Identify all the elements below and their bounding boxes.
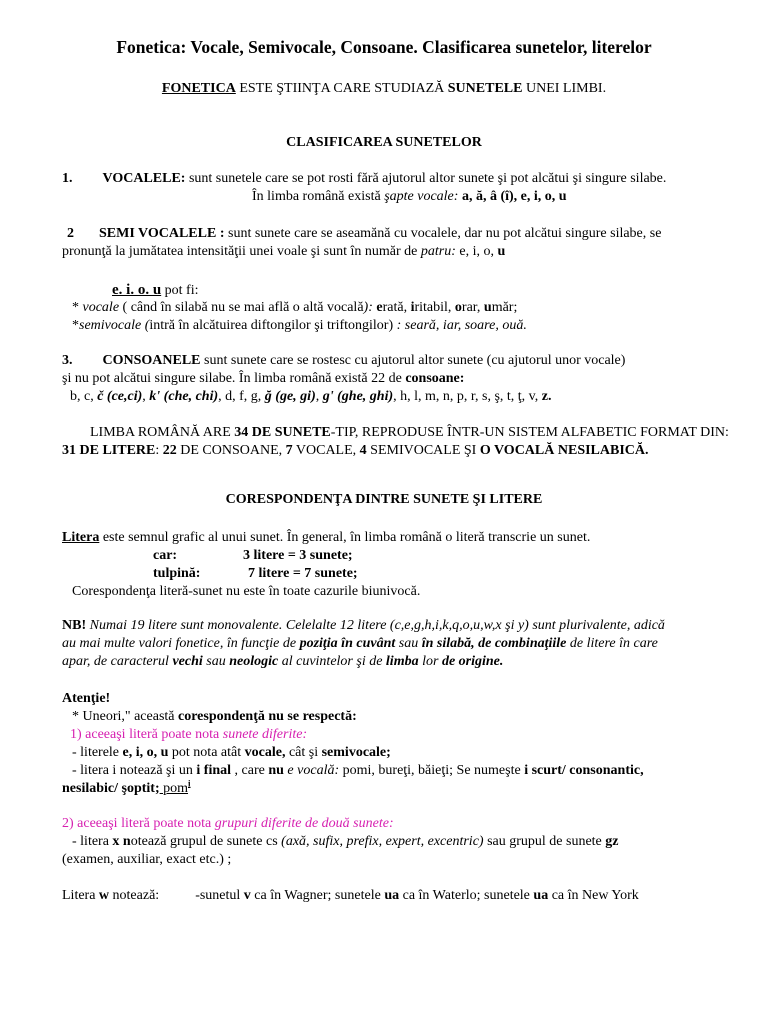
nb-label: NB! (62, 618, 87, 633)
section-number: 1. (62, 171, 73, 186)
text: LIMBA ROMÂNĂ ARE (90, 425, 235, 440)
text-bold: nu (268, 763, 284, 778)
text-bold-italic: poziţia în cuvânt (299, 636, 396, 651)
text: ( când în silabă nu se mai află o altă vocală (119, 300, 364, 315)
text: b, c, (70, 389, 98, 404)
dash-3 (72, 833, 619, 851)
text-bold-underline: Litera (62, 530, 100, 545)
semivocale-line-1 (67, 225, 661, 243)
text: notează: (109, 888, 160, 903)
text-bold: 34 DE SUNETE (234, 425, 331, 440)
text: e, i, o, (455, 244, 498, 259)
section-number: 3. (62, 353, 73, 368)
text-italic: al cuvintelor şi de (278, 654, 386, 669)
text-bold-italic: k' (che, chi) (149, 389, 219, 404)
dash-3-cont: (examen, auxiliar, exact etc.) ; (62, 852, 232, 867)
text: otează grupul de sunete cs (130, 834, 282, 849)
text-bold: z. (541, 389, 552, 404)
text-bold: ua (384, 888, 400, 903)
text-bold-italic: vechi (172, 654, 203, 669)
atentie-heading: Atenţie! (62, 691, 111, 706)
text: pronunţă la jumătatea intensităţii unei voale şi sunt în număr de (62, 244, 421, 259)
limba-line-2 (62, 442, 649, 460)
text: pot fi: (161, 283, 199, 298)
text-italic: sau (395, 636, 422, 651)
consoane-line-2 (62, 370, 464, 388)
text: sau grupul de sunete (483, 834, 606, 849)
text-bold: 7 (285, 443, 293, 458)
text: , d, f, g, (218, 389, 265, 404)
text-bold: u (497, 244, 506, 259)
heading-clasificare: CLASIFICAREA SUNETELOR (286, 135, 482, 150)
text-pink-italic: grupuri diferite de două sunete: (214, 816, 394, 831)
text-italic: vocale (82, 300, 120, 315)
text-bold-italic: ğ (ge, gi) (264, 389, 316, 404)
text-bold: u (483, 300, 492, 315)
text: intră în alcătuirea diftongilor şi triftongilor) (149, 318, 397, 333)
text-bold: gz (605, 834, 619, 849)
vocale-line-2 (252, 188, 567, 206)
text-italic: sau (202, 654, 230, 669)
text: , (142, 389, 150, 404)
text: -TIP, REPRODUSE ÎNTR-UN SISTEM ALFABETIC FORMAT DIN: (330, 425, 729, 440)
text-bold-italic: limba (385, 654, 419, 669)
text: : (155, 443, 163, 458)
text: -sunetul (195, 888, 244, 903)
text: * (72, 300, 83, 315)
text: - litera (72, 834, 113, 849)
text-bold: i (410, 300, 415, 315)
definition-line (0, 80, 768, 98)
point-1 (70, 726, 307, 744)
text-italic: : s (396, 318, 411, 333)
text-bold-italic: în silabă, de combinaţiile (421, 636, 567, 651)
eiou-vocale-line (72, 299, 517, 317)
text-italic: ar, s (446, 318, 471, 333)
semivocale-line-2 (62, 243, 505, 261)
text-bold: ua (533, 888, 549, 903)
text-bold-italic: de origine. (441, 654, 504, 669)
text: pomi, bureţi, băieţi; Se numeşte (339, 763, 525, 778)
text-italic: de litere în care (566, 636, 658, 651)
vocale-heading: VOCALELE: (102, 171, 186, 186)
dash-1 (72, 744, 391, 762)
text: măr; (491, 300, 518, 315)
text: , h, l, m, n, p, r, s, ş, t, ţ, v, (393, 389, 542, 404)
example-car: car: (153, 548, 178, 563)
vocale-line-1 (62, 170, 666, 188)
text: rar, (461, 300, 484, 315)
text-bold: e, i, o, u (122, 745, 169, 760)
text: rată, (382, 300, 411, 315)
def-text-end: UNEI LIMBI. (522, 81, 607, 96)
section-number: 2 (67, 226, 74, 241)
nb-line-1 (62, 617, 665, 635)
text: , care (231, 763, 269, 778)
text-italic: e (410, 318, 417, 333)
text-bold: i scurt/ consonantic, (524, 763, 644, 778)
limba-line-1 (90, 424, 729, 442)
def-term: FONETICA (161, 81, 236, 96)
text: Litera (62, 888, 99, 903)
text: ca în Waterlo; sunetele (399, 888, 534, 903)
text: cât şi (285, 745, 322, 760)
uneori-line (72, 708, 357, 726)
text-bold: o (454, 300, 462, 315)
text-italic: are, o (477, 318, 510, 333)
text-bold: 31 DE LITERE (62, 443, 156, 458)
consoane-line-1 (62, 352, 625, 370)
text-bold: consoane: (405, 371, 465, 386)
superscript: i (188, 778, 191, 789)
text-bold-italic: neologic (229, 654, 279, 669)
text: , (315, 389, 323, 404)
eiou-semivocale-line (72, 317, 527, 335)
def-text: ESTE ŞTIINŢA CARE STUDIAZĂ (235, 81, 448, 96)
nb-line-2 (62, 635, 658, 653)
eiou-line (112, 281, 199, 300)
text-italic: ă. (516, 318, 527, 333)
text-bold: O (479, 443, 491, 458)
text: - litera i notează şi un (72, 763, 197, 778)
text-italic: u (509, 318, 517, 333)
text-italic: şapte vocale: (384, 189, 459, 204)
text-bold: 4 (359, 443, 367, 458)
litera-w-line (62, 887, 639, 905)
text: SEMIVOCALE ŞI (366, 443, 480, 458)
text: DE CONSOANE, (176, 443, 286, 458)
text: * (72, 318, 79, 333)
consoane-heading: CONSOANELE (102, 353, 201, 368)
text-bold: v (243, 888, 251, 903)
text-bold: vocale, (244, 745, 286, 760)
text-bold: VOCALĂ NESILABICĂ. (490, 443, 649, 458)
text: VOCALE, (292, 443, 360, 458)
text: * Uneori," această (72, 709, 178, 724)
text-bold: n (122, 834, 131, 849)
text-underline: pom (159, 781, 189, 796)
text-pink-italic: sunete diferite: (222, 727, 308, 742)
text-bold: x (112, 834, 120, 849)
text-italic: e vocală: (283, 763, 340, 778)
text-bold-italic: č (ce,ci) (97, 389, 143, 404)
text-italic: apar, de caracterul (62, 654, 173, 669)
litera-line (62, 529, 590, 547)
text: ritabil, (414, 300, 455, 315)
text: În limba română există (252, 189, 385, 204)
text-bold-italic: g' (ghe, ghi) (322, 389, 394, 404)
text: - literele (72, 745, 123, 760)
text: este semnul grafic al unui sunet. În general, în limba română o literă transcrie un sunet. (99, 530, 591, 545)
semivocale-heading: SEMI VOCALELE : (99, 226, 225, 241)
text-pink: 1) aceeaşi literă poate nota (70, 727, 223, 742)
page-title: Fonetica: Vocale, Semivocale, Consoane. Clasificarea sunetelor, literelor (116, 37, 652, 57)
text-italic: au mai multe valori fonetice, în funcţie de (62, 636, 300, 651)
consoane-text: sunt sunete care se rostesc cu ajutorul altor sunete (cu ajutorul unor vocale) (200, 353, 626, 368)
example-tulpina-value: 7 litere = 7 sunete; (248, 566, 358, 581)
text-pink: 2) aceeaşi literă poate nota (62, 816, 215, 831)
eiou-term: e. i. o. u (112, 282, 162, 298)
text-italic: Numai 19 litere sunt monovalente. Celelalte 12 litere (c,e,g,h,i,k,q,o,u,w,x şi y) sunt plurivalente, adică (86, 618, 665, 633)
text: ca în Wagner; sunetele (250, 888, 385, 903)
vowel-list: a, ă, â (î), e, i, o, u (458, 189, 567, 204)
text-bold: semivocale; (321, 745, 391, 760)
def-bold: SUNETELE (447, 81, 523, 96)
text-italic: semivocale ( (79, 318, 150, 333)
text-bold: e (376, 300, 383, 315)
point-2 (62, 815, 394, 833)
text-italic: lor (418, 654, 442, 669)
text-italic: (axă, sufix, prefix, expert, excentric) (281, 834, 484, 849)
text-italic: ară, (416, 318, 443, 333)
corespondenta-line: Corespondenţa literă-sunet nu este în toate cazurile biunivocă. (72, 584, 421, 599)
vocale-text: sunt sunetele care se pot rosti fără ajutorul altor sunete şi pot alcătui şi singure silabe. (185, 171, 667, 186)
text-bold: nesilabic/ şoptit; (62, 781, 160, 796)
text-bold: w (98, 888, 110, 903)
text-bold: i final (196, 763, 232, 778)
text-bold: corespondenţă nu se respectă: (178, 709, 357, 724)
dash-2-cont (62, 780, 191, 798)
example-car-value: 3 litere = 3 sunete; (243, 548, 353, 563)
semivocale-text: sunt sunete care se aseamănă cu vocalele, dar nu pot alcătui singure silabe, se (224, 226, 662, 241)
text-italic: o (470, 318, 478, 333)
dash-2 (72, 762, 644, 780)
text: pot nota atât (168, 745, 245, 760)
consoane-list (70, 388, 552, 406)
text-italic: ): (363, 300, 377, 315)
text-italic: i (442, 318, 447, 333)
nb-line-3 (62, 653, 503, 671)
text-italic: patru: (420, 244, 456, 259)
text: şi nu pot alcătui singure silabe. În limba română există 22 de (62, 371, 406, 386)
text: ca în New York (548, 888, 639, 903)
example-tulpina: tulpină: (153, 566, 201, 581)
text-bold: 22 (162, 443, 177, 458)
heading-corespondenta: CORESPONDENŢA DINTRE SUNETE ŞI LITERE (225, 492, 543, 507)
